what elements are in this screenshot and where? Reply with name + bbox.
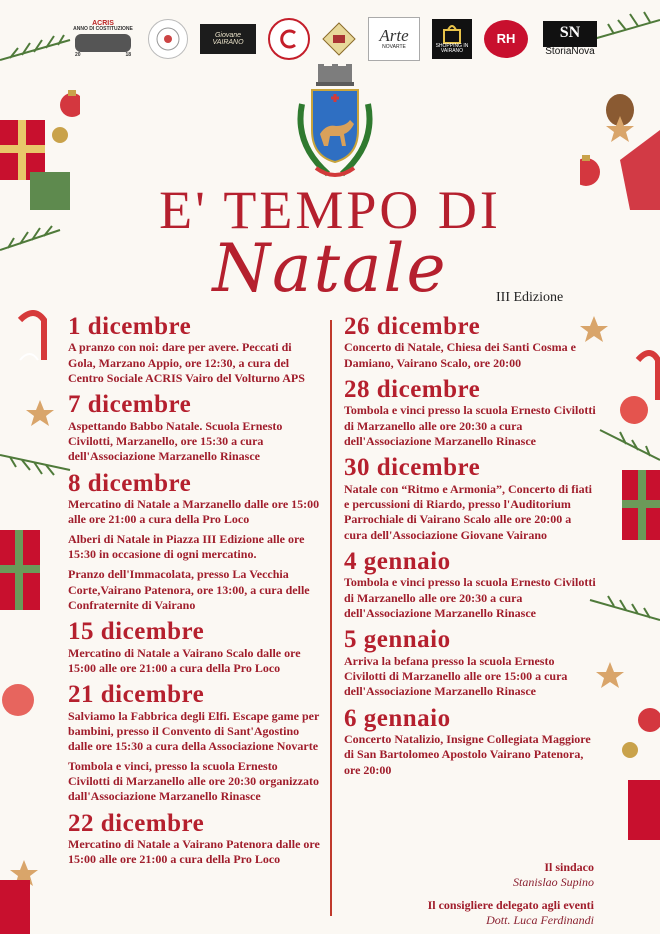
event-description: Pranzo dell'Immacolata, presso La Vecchia Corte,Vairano Patenora, ore 13:00, a cura delle Confraternite di Vairano: [68, 567, 310, 613]
event-date: 4 gennaio: [344, 547, 451, 575]
sponsor-logos: [70, 14, 600, 64]
deputy-role: Il consigliere delegato agli eventi: [427, 898, 594, 912]
poster-title: E' TEMPO DI: [159, 180, 501, 240]
storianova-logo-mono: SN: [543, 21, 597, 47]
event-block: [344, 706, 596, 778]
deputy-signature: [428, 898, 594, 928]
event-description: Mercatino di Natale a Vairano Patenora dalle ore 15:00 alle ore 21:00 a cura della Pro Loco: [68, 837, 320, 867]
event-date: 21 dicembre: [68, 681, 205, 709]
rh-logo-label: RH: [496, 31, 516, 47]
event-block: [344, 314, 596, 371]
event-date: 7 dicembre: [68, 391, 192, 419]
novarte-logo: [368, 17, 420, 61]
shopping-in-vairano-logo-label: SHOPPING IN VAIRANO: [435, 42, 469, 54]
event-date: 6 gennaio: [344, 704, 451, 732]
acris-logo-subtitle: ANNO DI COSTITUZIONE: [73, 26, 133, 33]
acris-logo-image: [75, 34, 131, 52]
round-seal-logo: [148, 19, 188, 59]
acris-logo-year-left: 20: [75, 51, 81, 58]
event-block: [68, 392, 320, 464]
event-description: Tombola e vinci, presso la scuola Ernesto Civilotti di Marzanello alle ore 20:30 organizzato dall'Associazione Marzanello Rinasce: [68, 758, 320, 804]
c-circle-logo: [268, 18, 310, 60]
giovane-vairano-logo: [200, 24, 256, 54]
event-block: [68, 682, 320, 804]
event-block: [68, 811, 320, 868]
event-description: Tombola e vinci presso la scuola Ernesto Civilotti di Marzanello alle ore 20:30 a cura dell'Associazione Marzanello Rinasce: [344, 575, 596, 620]
event-description: Mercatino di Natale a Marzanello dalle ore 15:00 alle ore 21:00 a cura della Pro Loco: [68, 496, 320, 527]
rh-logo: [484, 20, 528, 58]
mayor-role: Il sindaco: [544, 860, 594, 874]
event-description: Alberi di Natale in Piazza III Edizione alle ore 15:30 in occasione di ogni mercatino.: [68, 531, 305, 561]
storianova-logo: [540, 18, 600, 60]
event-description: Aspettando Babbo Natale. Scuola Ernesto Civilotti, Marzanello, ore 15:30 a cura dell'Associazione Marzanello Rinasce: [68, 418, 283, 464]
event-date: 8 dicembre: [68, 469, 192, 497]
event-description: Natale con “Ritmo e Armonia”, Concerto di fiati e percussioni di Riardo, presso l'Auditorium Parrochiale di Vairano Scalo alle ore 20:00 a cura dell'Associazione Giovane Vairano: [344, 481, 592, 542]
event-block: [344, 549, 596, 621]
events-column-right: [344, 314, 596, 784]
event-description: A pranzo con noi: dare per avere. Peccati di Gola, Marzano Appio, ore 12:30, a cura del Centro Sociale ACRIS Vairo del Volturno APS: [68, 340, 305, 385]
event-block: [68, 471, 320, 614]
event-description: Concerto Natalizio, Insigne Collegiata Maggiore di San Bartolomeo Apostolo Vairano Patenora, ore 20:00: [344, 731, 591, 777]
municipal-crest-icon: [288, 64, 382, 186]
event-description: Salviamo la Fabbrica degli Elfi. Escape game per bambini, presso il Convento di Sant'Agostino dalle ore 15:30 a cura della Associazione Novarte: [68, 708, 320, 754]
deputy-name: Dott. Luca Ferdinandi: [486, 913, 594, 927]
event-description: Mercatino di Natale a Vairano Scalo dalle ore 15:00 alle ore 21:00 a cura della Pro Loco: [68, 645, 301, 676]
event-description: Arriva la befana presso la scuola Ernesto Civilotti di Marzanello alle ore 15:00 a cura dell'Associazione Marzanello Rinasce: [344, 653, 568, 699]
acris-logo-year-right: 18: [125, 51, 131, 58]
events-column-left: [68, 314, 320, 874]
giovane-vairano-logo-label: Giovane VAIRANO: [212, 31, 244, 46]
acris-logo-name: ACRIS: [92, 20, 114, 28]
event-block: [68, 314, 320, 386]
storianova-logo-label: StoriaNova: [545, 45, 595, 57]
event-description: Concerto di Natale, Chiesa dei Santi Cosma e Damiano, Vairano Scalo, ore 20:00: [344, 340, 576, 370]
event-block: [68, 619, 320, 676]
acris-logo: [70, 19, 136, 59]
mayor-signature: [513, 860, 594, 890]
event-block: [344, 377, 596, 449]
event-date: 26 dicembre: [344, 313, 481, 340]
novarte-logo-label: NOVARTE: [382, 44, 406, 51]
novarte-logo-script: Arte: [379, 26, 409, 46]
event-date: 1 dicembre: [68, 313, 192, 340]
event-date: 22 dicembre: [68, 809, 205, 837]
event-date: 5 gennaio: [344, 626, 451, 654]
shopping-in-vairano-logo: [432, 19, 472, 59]
mayor-name: Stanislao Supino: [512, 875, 594, 889]
pro-loco-logo: [322, 22, 356, 56]
column-divider: [330, 320, 332, 916]
event-date: 30 dicembre: [344, 454, 481, 482]
event-block: [344, 455, 596, 543]
edition-label: III Edizione: [496, 290, 564, 305]
poster-title-script: Natale: [212, 230, 448, 307]
event-date: 28 dicembre: [344, 375, 481, 403]
event-block: [344, 627, 596, 699]
event-description: Tombola e vinci presso la scuola Ernesto Civilotti di Marzanello alle ore 20:30 a cura dell'Associazione Marzanello Rinasce: [344, 403, 596, 448]
event-date: 15 dicembre: [68, 618, 205, 646]
